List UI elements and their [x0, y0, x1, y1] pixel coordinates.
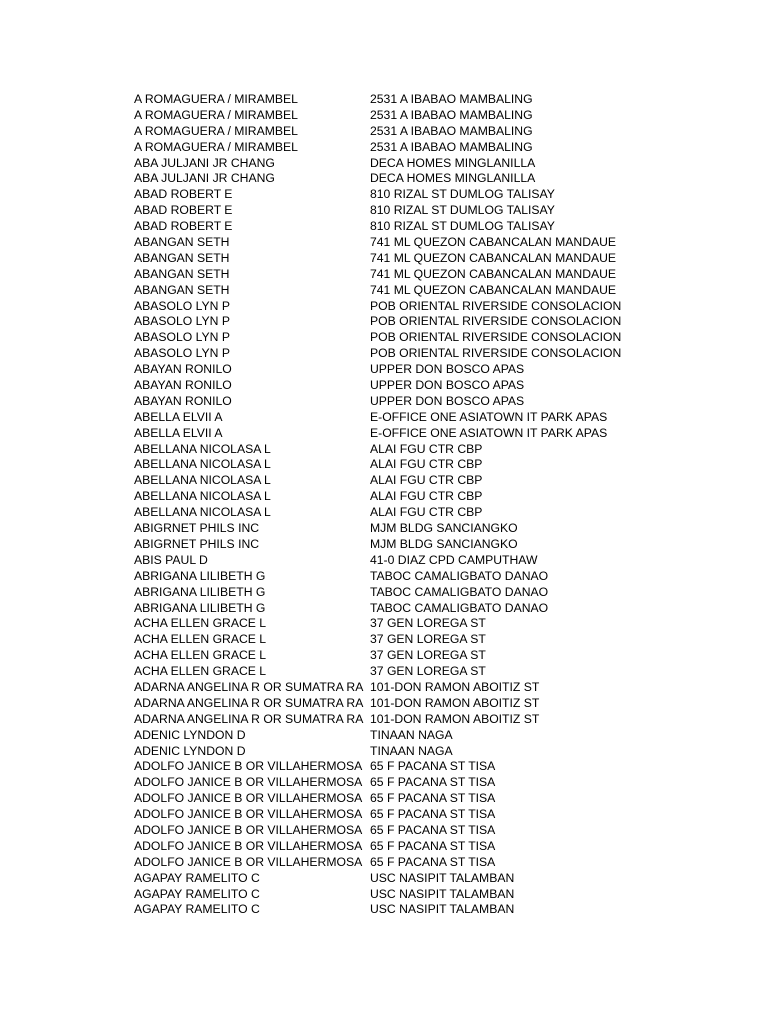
directory-row	[134, 283, 654, 299]
entry-address: 65 F PACANA ST TISA	[370, 759, 496, 774]
directory-row	[134, 124, 654, 140]
entry-name: ABIGRNET PHILS INC	[134, 536, 260, 551]
directory-row	[134, 251, 654, 267]
entry-address: E-OFFICE ONE ASIATOWN IT PARK APAS	[370, 425, 608, 440]
entry-name: A ROMAGUERA / MIRAMBEL	[134, 139, 298, 154]
directory-row	[134, 314, 654, 330]
directory-row	[134, 505, 654, 521]
entry-address: POB ORIENTAL RIVERSIDE CONSOLACION	[370, 330, 622, 345]
entry-address: MJM BLDG SANCIANGKO	[370, 521, 518, 536]
directory-row	[134, 171, 654, 187]
directory-row	[134, 759, 654, 775]
entry-address: 741 ML QUEZON CABANCALAN MANDAUE	[370, 235, 617, 250]
entry-address: 101-DON RAMON ABOITIZ ST	[370, 695, 540, 710]
entry-name: ADOLFO JANICE B OR VILLAHERMOSA	[134, 822, 363, 837]
entry-address: TABOC CAMALIGBATO DANAO	[370, 600, 549, 615]
directory-row	[134, 187, 654, 203]
entry-name: ADENIC LYNDON D	[134, 727, 246, 742]
entry-address: 65 F PACANA ST TISA	[370, 791, 496, 806]
directory-row	[134, 108, 654, 124]
directory-row	[134, 521, 654, 537]
entry-name: ADOLFO JANICE B OR VILLAHERMOSA	[134, 838, 363, 853]
entry-name: ACHA ELLEN GRACE L	[134, 616, 267, 631]
entry-address: 2531 A IBABAO MAMBALING	[370, 123, 533, 138]
directory-row	[134, 791, 654, 807]
directory-row	[134, 632, 654, 648]
entry-address: ALAI FGU CTR CBP	[370, 473, 483, 488]
directory-row	[134, 887, 654, 903]
entry-address: MJM BLDG SANCIANGKO	[370, 536, 518, 551]
directory-row	[134, 616, 654, 632]
entry-address: 65 F PACANA ST TISA	[370, 807, 496, 822]
entry-address: UPPER DON BOSCO APAS	[370, 362, 525, 377]
directory-row	[134, 457, 654, 473]
entry-address: 37 GEN LOREGA ST	[370, 632, 486, 647]
entry-name: ABANGAN SETH	[134, 266, 230, 281]
directory-row	[134, 489, 654, 505]
entry-address: 37 GEN LOREGA ST	[370, 616, 486, 631]
entry-name: ADOLFO JANICE B OR VILLAHERMOSA	[134, 791, 363, 806]
entry-name: ADOLFO JANICE B OR VILLAHERMOSA	[134, 807, 363, 822]
entry-address: ALAI FGU CTR CBP	[370, 441, 483, 456]
entry-name: ABANGAN SETH	[134, 235, 230, 250]
directory-list	[134, 92, 654, 918]
entry-name: AGAPAY RAMELITO C	[134, 886, 260, 901]
entry-name: ABASOLO LYN P	[134, 314, 230, 329]
entry-address: TINAAN NAGA	[370, 727, 453, 742]
entry-address: ALAI FGU CTR CBP	[370, 505, 483, 520]
entry-address: 2531 A IBABAO MAMBALING	[370, 139, 533, 154]
directory-row	[134, 219, 654, 235]
entry-address: POB ORIENTAL RIVERSIDE CONSOLACION	[370, 314, 622, 329]
directory-row	[134, 585, 654, 601]
entry-name: A ROMAGUERA / MIRAMBEL	[134, 123, 298, 138]
entry-address: ALAI FGU CTR CBP	[370, 489, 483, 504]
entry-name: ABAD ROBERT E	[134, 203, 233, 218]
entry-address: USC NASIPIT TALAMBAN	[370, 870, 515, 885]
entry-address: ALAI FGU CTR CBP	[370, 457, 483, 472]
entry-address: E-OFFICE ONE ASIATOWN IT PARK APAS	[370, 409, 608, 424]
entry-address: TABOC CAMALIGBATO DANAO	[370, 568, 549, 583]
directory-row	[134, 235, 654, 251]
directory-row	[134, 728, 654, 744]
entry-address: 101-DON RAMON ABOITIZ ST	[370, 711, 540, 726]
entry-name: AGAPAY RAMELITO C	[134, 902, 260, 917]
directory-row	[134, 712, 654, 728]
entry-name: ADARNA ANGELINA R OR SUMATRA RA	[134, 695, 364, 710]
entry-address: 65 F PACANA ST TISA	[370, 775, 496, 790]
directory-row	[134, 362, 654, 378]
entry-name: ABIS PAUL D	[134, 552, 208, 567]
entry-name: ADARNA ANGELINA R OR SUMATRA RA	[134, 711, 364, 726]
directory-row	[134, 537, 654, 553]
entry-name: ACHA ELLEN GRACE L	[134, 632, 267, 647]
directory-row	[134, 696, 654, 712]
entry-name: ABASOLO LYN P	[134, 330, 230, 345]
directory-row	[134, 473, 654, 489]
directory-row	[134, 299, 654, 315]
entry-name: ADENIC LYNDON D	[134, 743, 246, 758]
directory-row	[134, 394, 654, 410]
entry-name: ABRIGANA LILIBETH G	[134, 600, 266, 615]
directory-row	[134, 203, 654, 219]
entry-name: ABAD ROBERT E	[134, 187, 233, 202]
entry-address: 2531 A IBABAO MAMBALING	[370, 107, 533, 122]
entry-name: ABIGRNET PHILS INC	[134, 521, 260, 536]
entry-address: 65 F PACANA ST TISA	[370, 822, 496, 837]
entry-name: ACHA ELLEN GRACE L	[134, 664, 267, 679]
entry-name: ABASOLO LYN P	[134, 346, 230, 361]
entry-name: A ROMAGUERA / MIRAMBEL	[134, 107, 298, 122]
directory-row	[134, 664, 654, 680]
directory-row	[134, 156, 654, 172]
entry-name: ADOLFO JANICE B OR VILLAHERMOSA	[134, 854, 363, 869]
directory-row	[134, 426, 654, 442]
directory-row	[134, 442, 654, 458]
entry-address: DECA HOMES MINGLANILLA	[370, 155, 536, 170]
entry-name: ABELLANA NICOLASA L	[134, 441, 271, 456]
entry-address: USC NASIPIT TALAMBAN	[370, 886, 515, 901]
entry-name: ABANGAN SETH	[134, 282, 230, 297]
directory-row	[134, 378, 654, 394]
entry-name: ABRIGANA LILIBETH G	[134, 584, 266, 599]
entry-address: 65 F PACANA ST TISA	[370, 838, 496, 853]
entry-name: ABA JULJANI JR CHANG	[134, 155, 275, 170]
entry-address: 37 GEN LOREGA ST	[370, 664, 486, 679]
directory-row	[134, 871, 654, 887]
entry-address: POB ORIENTAL RIVERSIDE CONSOLACION	[370, 346, 622, 361]
directory-row	[134, 744, 654, 760]
directory-row	[134, 410, 654, 426]
entry-address: USC NASIPIT TALAMBAN	[370, 902, 515, 917]
entry-name: ADOLFO JANICE B OR VILLAHERMOSA	[134, 759, 363, 774]
directory-row	[134, 839, 654, 855]
entry-address: 810 RIZAL ST DUMLOG TALISAY	[370, 219, 555, 234]
entry-name: ABASOLO LYN P	[134, 298, 230, 313]
entry-address: 741 ML QUEZON CABANCALAN MANDAUE	[370, 282, 617, 297]
entry-name: ACHA ELLEN GRACE L	[134, 648, 267, 663]
entry-name: ADOLFO JANICE B OR VILLAHERMOSA	[134, 775, 363, 790]
entry-address: 810 RIZAL ST DUMLOG TALISAY	[370, 203, 555, 218]
entry-address: 101-DON RAMON ABOITIZ ST	[370, 679, 540, 694]
entry-name: ABELLANA NICOLASA L	[134, 505, 271, 520]
directory-row	[134, 569, 654, 585]
directory-row	[134, 680, 654, 696]
entry-address: TINAAN NAGA	[370, 743, 453, 758]
entry-name: ABAYAN RONILO	[134, 393, 232, 408]
directory-row	[134, 140, 654, 156]
entry-address: UPPER DON BOSCO APAS	[370, 393, 525, 408]
directory-row	[134, 92, 654, 108]
entry-address: UPPER DON BOSCO APAS	[370, 378, 525, 393]
directory-row	[134, 346, 654, 362]
entry-address: 2531 A IBABAO MAMBALING	[370, 92, 533, 106]
entry-name: ABANGAN SETH	[134, 250, 230, 265]
entry-name: ABAYAN RONILO	[134, 362, 232, 377]
entry-name: AGAPAY RAMELITO C	[134, 870, 260, 885]
entry-name: A ROMAGUERA / MIRAMBEL	[134, 92, 298, 106]
entry-address: POB ORIENTAL RIVERSIDE CONSOLACION	[370, 298, 622, 313]
entry-address: TABOC CAMALIGBATO DANAO	[370, 584, 549, 599]
directory-row	[134, 601, 654, 617]
directory-row	[134, 553, 654, 569]
entry-name: ABA JULJANI JR CHANG	[134, 171, 275, 186]
entry-name: ABELLA ELVII A	[134, 425, 223, 440]
entry-name: ABELLA ELVII A	[134, 409, 223, 424]
entry-name: ABELLANA NICOLASA L	[134, 457, 271, 472]
directory-row	[134, 855, 654, 871]
entry-name: ABRIGANA LILIBETH G	[134, 568, 266, 583]
directory-row	[134, 775, 654, 791]
entry-name: ABAD ROBERT E	[134, 219, 233, 234]
directory-row	[134, 648, 654, 664]
entry-address: 65 F PACANA ST TISA	[370, 854, 496, 869]
entry-address: DECA HOMES MINGLANILLA	[370, 171, 536, 186]
entry-address: 741 ML QUEZON CABANCALAN MANDAUE	[370, 250, 617, 265]
entry-address: 37 GEN LOREGA ST	[370, 648, 486, 663]
entry-address: 41-0 DIAZ CPD CAMPUTHAW	[370, 552, 538, 567]
entry-name: ABAYAN RONILO	[134, 378, 232, 393]
directory-row	[134, 823, 654, 839]
directory-row	[134, 330, 654, 346]
entry-name: ABELLANA NICOLASA L	[134, 473, 271, 488]
directory-row	[134, 807, 654, 823]
directory-row	[134, 902, 654, 918]
entry-address: 810 RIZAL ST DUMLOG TALISAY	[370, 187, 555, 202]
directory-row	[134, 267, 654, 283]
entry-name: ABELLANA NICOLASA L	[134, 489, 271, 504]
entry-address: 741 ML QUEZON CABANCALAN MANDAUE	[370, 266, 617, 281]
entry-name: ADARNA ANGELINA R OR SUMATRA RA	[134, 679, 364, 694]
